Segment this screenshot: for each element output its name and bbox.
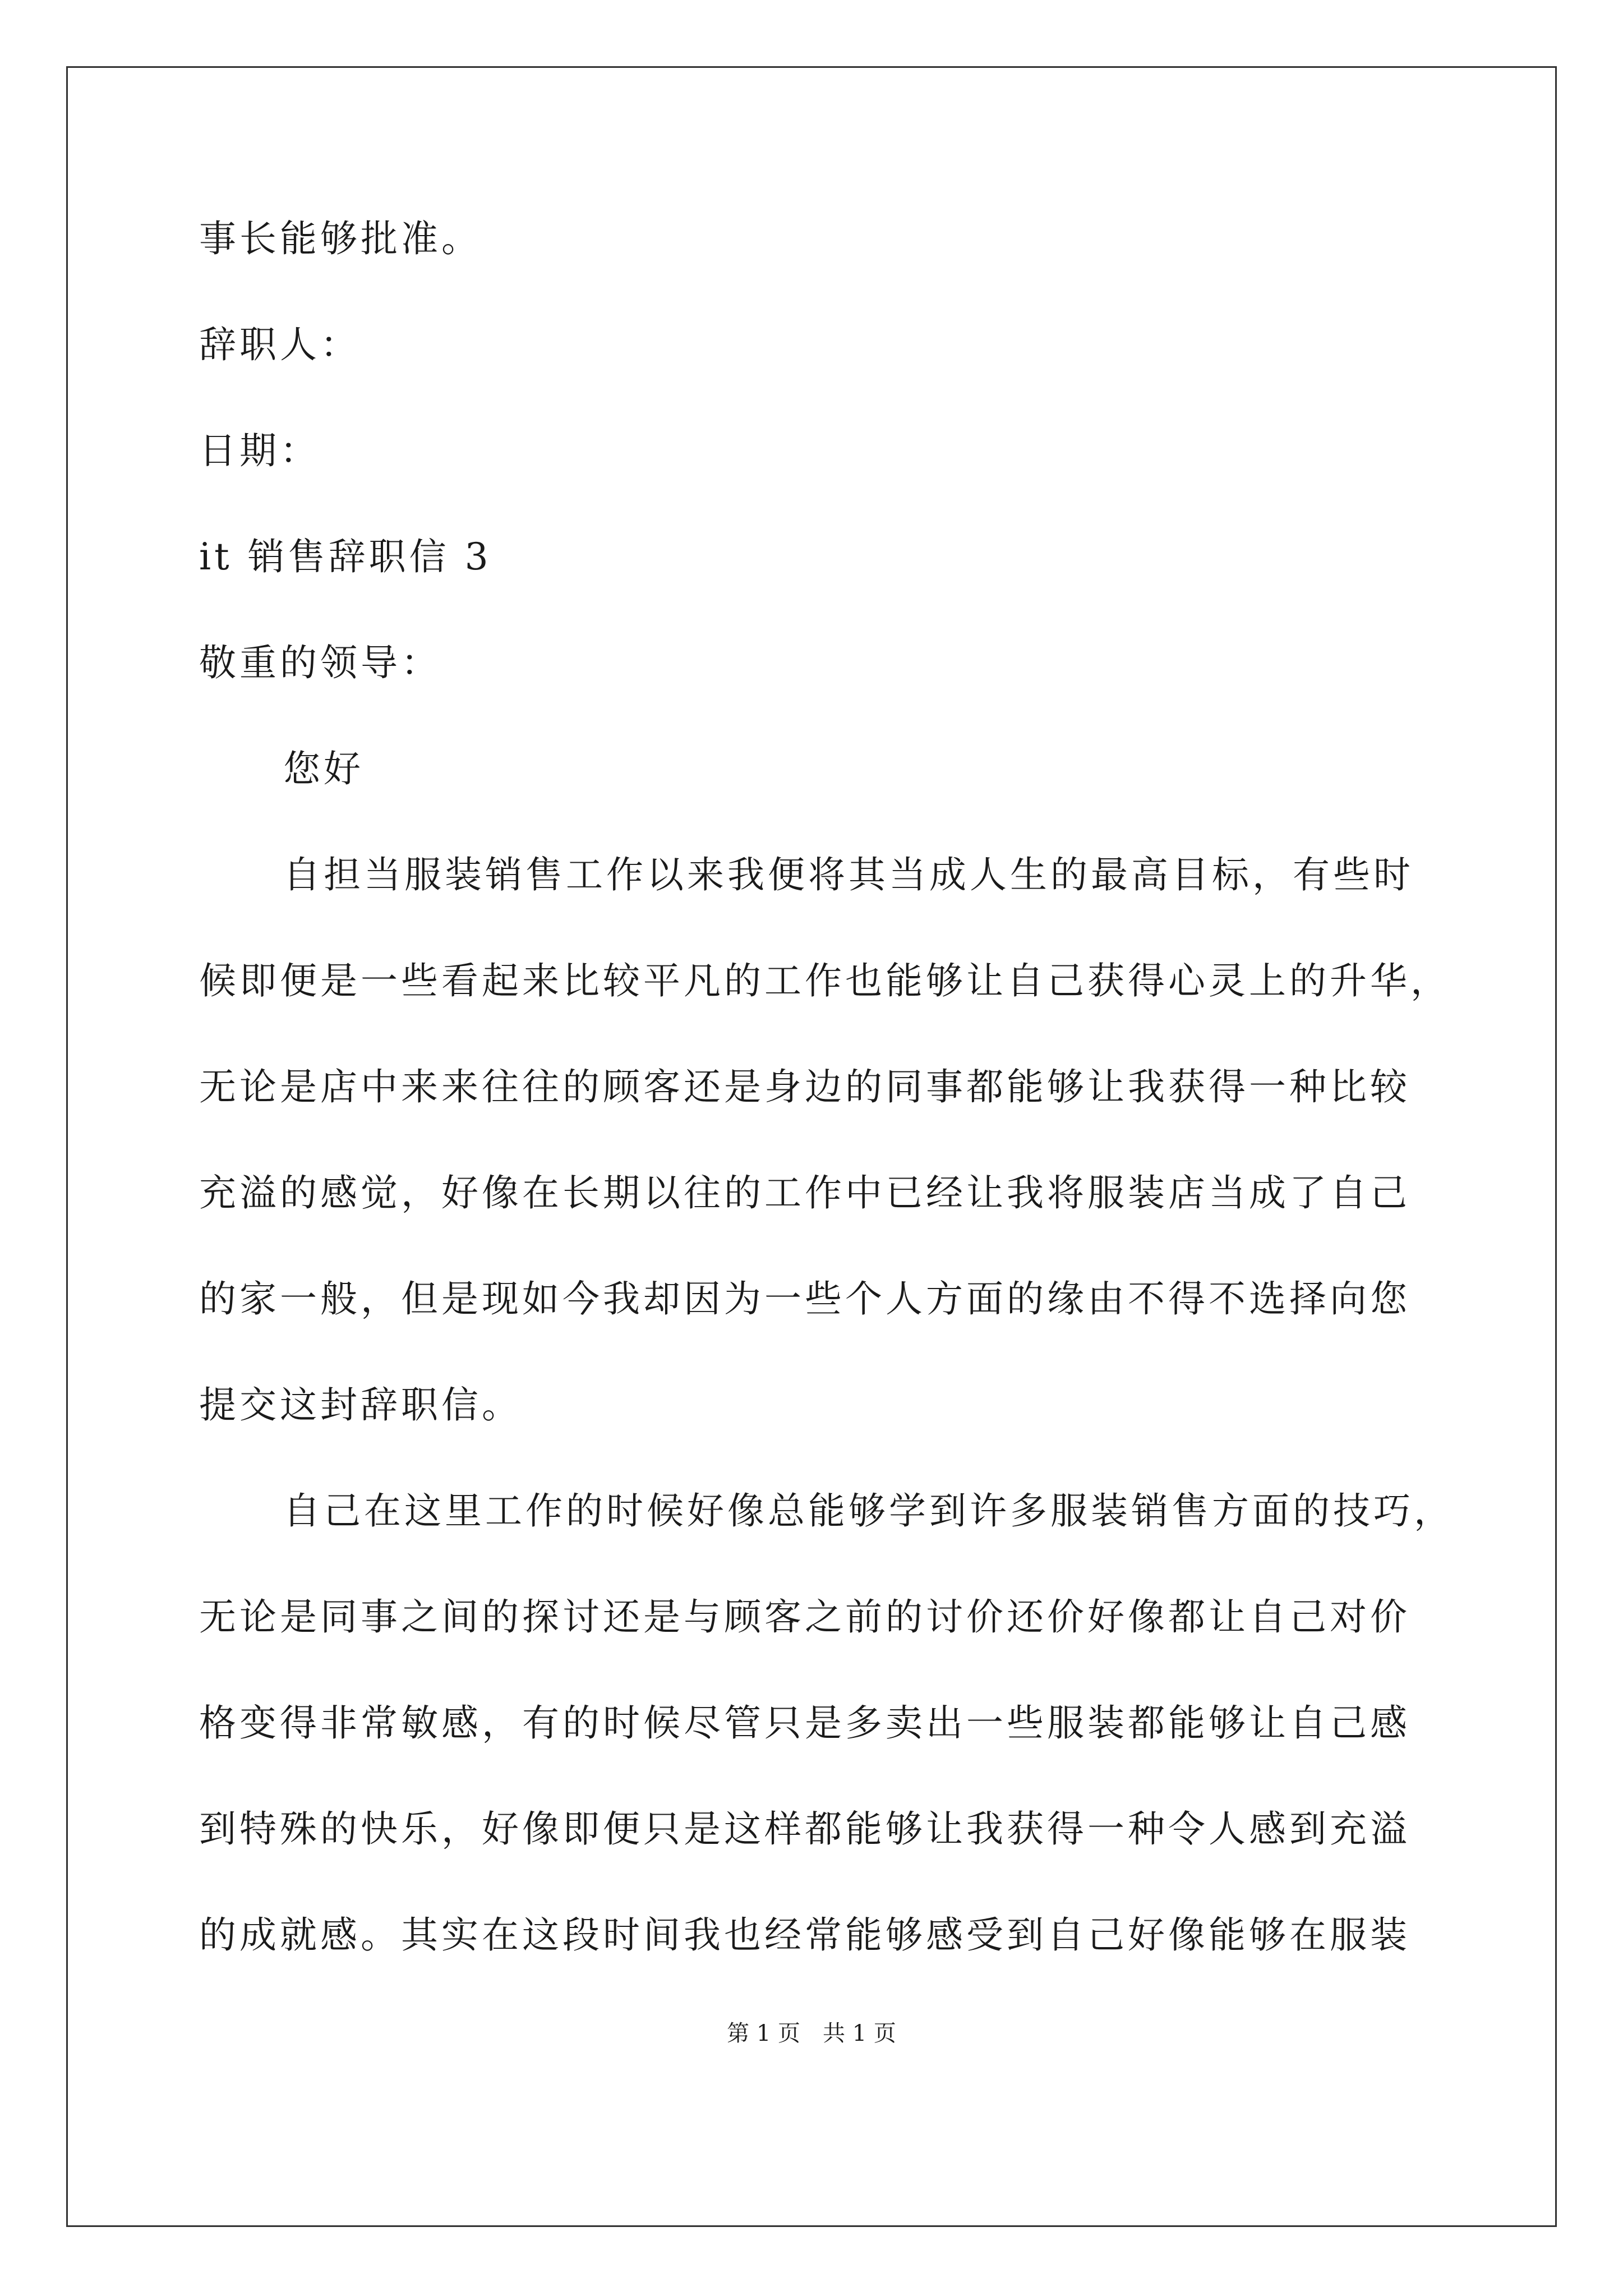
paragraph-1 <box>199 849 1455 1431</box>
document-body <box>199 213 1455 2016</box>
salutation: 敬重的领导： <box>199 641 441 684</box>
paragraph-line: 无论是同事之间的探讨还是与顾客之前的讨价还价好像都让自己对价 <box>199 1595 1410 1639</box>
paragraph-line: 提交这封辞职信。 <box>199 1383 522 1427</box>
signature-label: 辞职人： <box>199 323 361 366</box>
date-label: 日期： <box>199 429 320 472</box>
paragraph-line: 自担当服装销售工作以来我便将其当成人生的最高目标，有些时 <box>283 853 1414 896</box>
letter-title: it 销售辞职信 3 <box>199 535 492 578</box>
greeting: 您好 <box>283 747 364 790</box>
paragraph-line: 充溢的感觉，好像在长期以往的工作中已经让我将服装店当成了自己 <box>199 1171 1410 1214</box>
text-line: 事长能够批准。 <box>199 217 482 260</box>
paragraph-line: 的家一般，但是现如今我却因为一些个人方面的缘由不得不选择向您 <box>199 1277 1410 1320</box>
paragraph-2 <box>199 1485 1455 1961</box>
paragraph-line: 格变得非常敏感，有的时候尽管只是多卖出一些服装都能够让自己感 <box>199 1701 1410 1745</box>
paragraph-line: 无论是店中来来往往的顾客还是身边的同事都能够让我获得一种比较 <box>199 1065 1410 1108</box>
paragraph-line: 候即便是一些看起来比较平凡的工作也能够让自己获得心灵上的升华， <box>199 959 1451 1002</box>
paragraph-line: 自己在这里工作的时候好像总能够学到许多服装销售方面的技巧， <box>283 1489 1454 1533</box>
page-footer: 第 1 页 共 1 页 <box>727 2021 896 2046</box>
paragraph-line: 到特殊的快乐，好像即便只是这样都能够让我获得一种令人感到充溢 <box>199 1807 1410 1851</box>
paragraph-line: 的成就感。其实在这段时间我也经常能够感受到自己好像能够在服装 <box>199 1913 1410 1957</box>
